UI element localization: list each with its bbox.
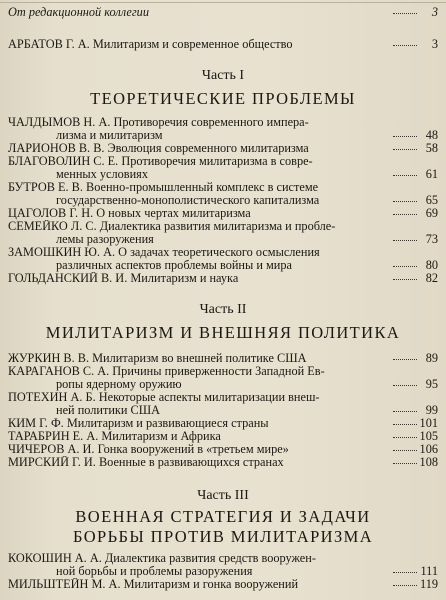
leader-dots	[393, 13, 417, 14]
entry-page: 106	[419, 442, 438, 456]
toc-entry	[8, 352, 438, 365]
entry-page: 69	[425, 206, 438, 220]
entry-title: АРБАТОВ Г. А. Милитаризм и современное общество	[8, 38, 293, 51]
toc-entry	[8, 142, 438, 155]
leader-dots	[393, 385, 417, 386]
entry-title: ЧАЛДЫМОВ Н. А. Противоречия современного импера-	[8, 116, 309, 129]
entry-title-cont: государственно-монополистического капитализма	[56, 194, 320, 207]
entry-title-cont: лизма и милитаризм	[56, 129, 163, 142]
top-rule	[0, 2, 446, 3]
toc-entry-continuation	[56, 259, 438, 272]
section-title-line2: БОРЬБЫ ПРОТИВ МИЛИТАРИЗМА	[72, 527, 374, 546]
leader-dots	[393, 572, 417, 573]
toc-entry-continuation	[56, 168, 438, 181]
toc-entry-arbatov	[8, 38, 438, 51]
entry-title: ЗАМОШКИН Ю. А. О задачах теоретического осмысления	[8, 246, 320, 259]
toc-entry	[8, 246, 438, 259]
entry-page: 58	[425, 141, 438, 155]
toc-entry-continuation	[56, 194, 438, 207]
toc-entry	[8, 578, 438, 591]
section-title-line1: ВОЕННАЯ СТРАТЕГИЯ И ЗАДАЧИ	[75, 507, 371, 526]
toc-entry	[8, 430, 438, 443]
entry-page: 80	[425, 258, 438, 272]
part-label: Часть II	[199, 302, 247, 317]
entry-title: СЕМЕЙКО Л. С. Диалектика развития милитаризма и пробле-	[8, 220, 336, 233]
entry-title: ЧИЧЕРОВ А. И. Гонка вооружений в «третьем мире»	[8, 443, 289, 456]
entry-title: БЛАГОВОЛИН С. Е. Противоречия милитаризма в совре-	[8, 155, 313, 168]
entry-title: КИМ Г. Ф. Милитаризм и развивающиеся страны	[8, 417, 269, 430]
entry-title-cont: ропы ядерному оружию	[56, 378, 182, 391]
entry-page: 3	[431, 5, 438, 19]
leader-dots	[393, 136, 417, 137]
entry-title-cont: различных аспектов проблемы войны и мира	[56, 259, 292, 272]
leader-dots	[393, 240, 417, 241]
section-title: ТЕОРЕТИЧЕСКИЕ ПРОБЛЕМЫ	[90, 89, 356, 108]
toc-entry	[8, 116, 438, 129]
toc-entry-editorial	[8, 6, 438, 19]
toc-entry-continuation	[56, 129, 438, 142]
entry-title: ЛАРИОНОВ В. В. Эволюция современного милитаризма	[8, 142, 309, 155]
entry-title: От редакционной коллегии	[8, 6, 149, 19]
toc-entry	[8, 181, 438, 194]
entry-page: 95	[425, 377, 438, 391]
toc-entry-continuation	[56, 378, 438, 391]
entry-title-cont: лемы разоружения	[56, 233, 154, 246]
entry-title: ТАРАБРИН Е. А. Милитаризм и Африка	[8, 430, 221, 443]
leader-dots	[393, 359, 417, 360]
entry-page: 105	[419, 429, 438, 443]
leader-dots	[393, 411, 417, 412]
entry-page: 101	[419, 416, 438, 430]
entry-title-cont: ной борьбы и проблемы разоружения	[56, 565, 253, 578]
toc-entry	[8, 391, 438, 404]
toc-entry	[8, 272, 438, 285]
entry-page: 119	[420, 577, 438, 591]
entry-page: 99	[425, 403, 438, 417]
entry-title: КОКОШИН А. А. Диалектика развития средств вооружен-	[8, 552, 316, 565]
entry-page: 48	[425, 128, 438, 142]
part-label: Часть III	[197, 488, 249, 503]
entry-page: 108	[419, 455, 438, 469]
toc-entry	[8, 207, 438, 220]
entry-title: МИРСКИЙ Г. И. Военные в развивающихся странах	[8, 456, 284, 469]
toc-entry-continuation	[56, 565, 438, 578]
toc-entry	[8, 552, 438, 565]
entry-page: 73	[425, 232, 438, 246]
entry-page: 89	[425, 351, 438, 365]
leader-dots	[393, 175, 417, 176]
entry-page: 82	[425, 271, 438, 285]
entry-title: КАРАГАНОВ С. А. Причины приверженности Западной Ев-	[8, 365, 325, 378]
leader-dots	[393, 424, 417, 425]
leader-dots	[393, 149, 417, 150]
entry-page: 61	[425, 167, 438, 181]
entry-title-cont: менных условиях	[56, 168, 148, 181]
entry-title: ПОТЕХИН А. Б. Некоторые аспекты милитаризации внеш-	[8, 391, 320, 404]
toc-entry	[8, 456, 438, 469]
leader-dots	[393, 45, 417, 46]
entry-page: 65	[425, 193, 438, 207]
toc-entry-continuation	[56, 404, 438, 417]
toc-entry-continuation	[56, 233, 438, 246]
leader-dots	[393, 585, 417, 586]
entry-title: ГОЛЬДАНСКИЙ В. И. Милитаризм и наука	[8, 272, 239, 285]
toc-entry	[8, 220, 438, 233]
leader-dots	[393, 437, 417, 438]
leader-dots	[393, 463, 417, 464]
leader-dots	[393, 450, 417, 451]
entry-page: 111	[420, 564, 438, 578]
toc-entry	[8, 365, 438, 378]
section-title: МИЛИТАРИЗМ И ВНЕШНЯЯ ПОЛИТИКА	[45, 323, 401, 342]
entry-page: 3	[431, 37, 438, 51]
toc-entry	[8, 155, 438, 168]
toc-entry	[8, 417, 438, 430]
entry-title: БУТРОВ Е. В. Военно-промышленный комплекс в системе	[8, 181, 319, 194]
entry-title-cont: ней политики США	[56, 404, 161, 417]
toc-entry	[8, 443, 438, 456]
leader-dots	[393, 201, 417, 202]
entry-title: ЖУРКИН В. В. Милитаризм во внешней политике США	[8, 352, 307, 365]
part-label: Часть I	[201, 68, 245, 83]
leader-dots	[393, 214, 417, 215]
entry-title: ЦАГОЛОВ Г. Н. О новых чертах милитаризма	[8, 207, 251, 220]
leader-dots	[393, 266, 417, 267]
leader-dots	[393, 279, 417, 280]
entry-title: МИЛЬШТЕЙН М. А. Милитаризм и гонка вооружений	[8, 578, 299, 591]
